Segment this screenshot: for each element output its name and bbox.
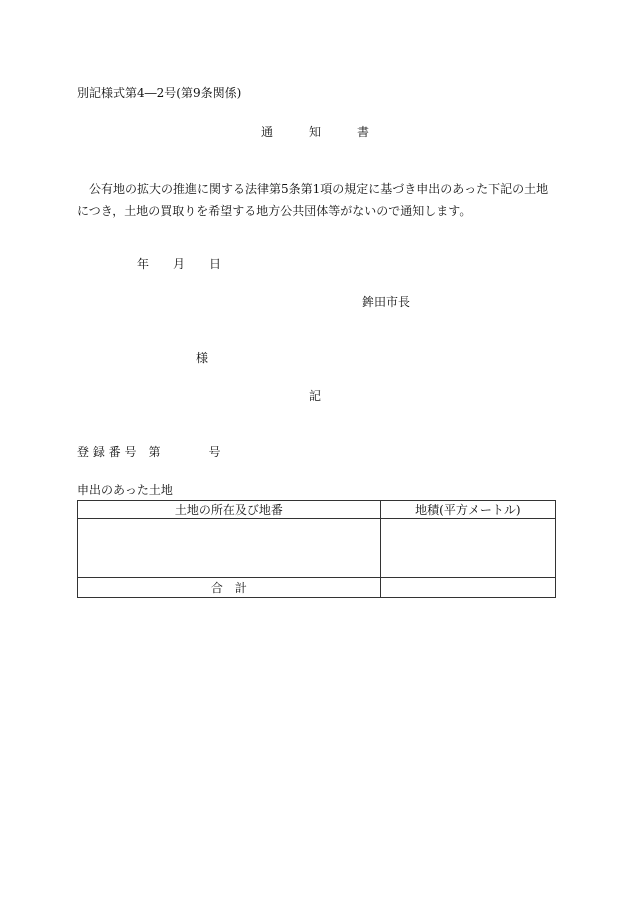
addressee-suffix: 様: [196, 351, 209, 365]
title-char-3: 書: [357, 125, 370, 139]
title-char-2: 知: [308, 125, 321, 139]
table-header-row: [78, 501, 556, 519]
location-cell: [78, 519, 381, 578]
date-year-label: 年: [137, 257, 150, 271]
date-month-label: 月: [173, 257, 186, 271]
document-title: [0, 123, 630, 140]
ki-heading: 記: [308, 389, 321, 403]
registration-number-line: [77, 443, 220, 460]
area-cell: [380, 519, 555, 578]
total-row: [78, 578, 556, 598]
registration-label: 登 録 番 号: [77, 445, 137, 459]
table-row: [78, 519, 556, 578]
total-value-cell: [380, 578, 555, 598]
land-table: [77, 500, 556, 598]
date-line: [137, 255, 221, 272]
issuer-name: 鉾田市長: [362, 295, 411, 309]
registration-suffix: 号: [208, 445, 221, 459]
land-table-title: 申出のあった土地: [77, 483, 173, 497]
form-number: 別記様式第4―2号(第9条関係): [77, 86, 242, 100]
notice-body-text: 公有地の拡大の推進に関する法律第5条第1項の規定に基づき申出のあった下記の土地につき，土地の買取りを希望する地方公共団体等がないので通知します。: [77, 182, 549, 218]
registration-prefix: 第: [148, 445, 161, 459]
title-char-1: 通: [260, 125, 273, 139]
header-location: 土地の所在及び地番: [78, 501, 381, 519]
header-area: 地積(平方メートル): [380, 501, 555, 519]
date-day-label: 日: [209, 257, 222, 271]
total-label-cell: 合 計: [78, 578, 381, 598]
